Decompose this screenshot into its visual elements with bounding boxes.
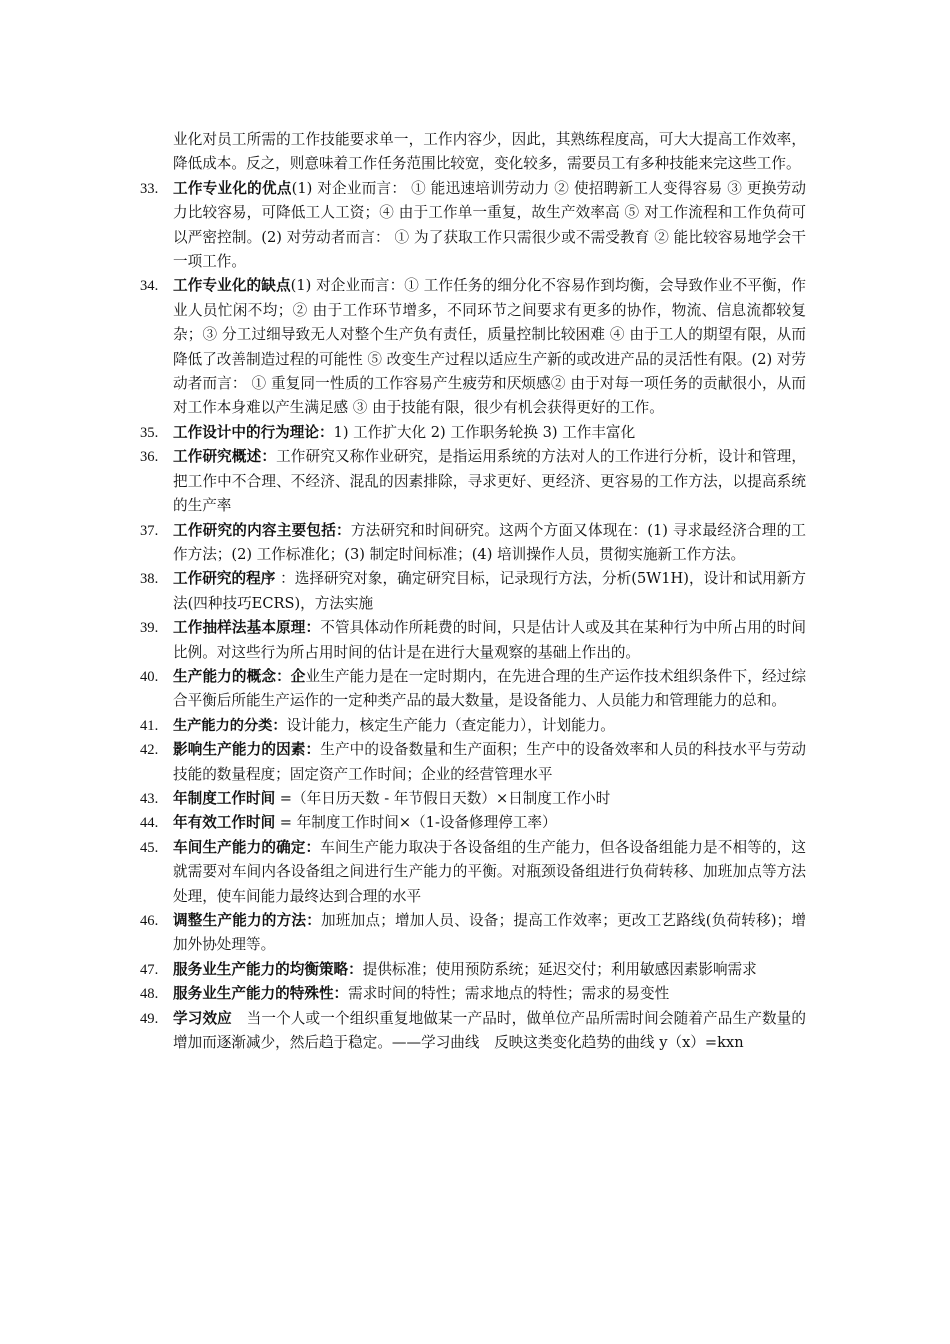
item-number: 42. [140,742,159,759]
item-number: 35. [140,424,159,441]
item-body: = 年制度工作时间×（1-设备修理停工率） [275,814,557,832]
item-number: 49. [140,1010,159,1027]
numbered-list [140,177,806,1056]
item-body: 不管具体动作所耗费的时间，只是估计人或及其在某种行为中所占用的时间比例。对这些行为所占用时间的估计是在进行大量观察的基础上作出的。 [173,619,806,661]
item-term: 影响生产能力的因素： [173,741,321,759]
list-item [140,738,806,787]
item-term: 工作抽样法基本原理： [173,619,321,637]
item-number: 41. [140,717,159,734]
list-item [140,958,806,982]
item-term: 年制度工作时间 [173,789,276,807]
item-term: 年有效工作时间 [173,814,276,832]
item-body: 业生产能力是在一定时期内，在先进合理的生产运作技术组织条件下，经过综合平衡后所能生产运作的一定种类产品的最大数量，是设备能力、人员能力和管理能力的总和。 [173,667,806,710]
item-number: 44. [140,815,159,832]
item-number: 47. [140,961,159,978]
item-number: 48. [140,986,159,1003]
item-term: 工作研究概述： [173,448,277,466]
document-body [140,128,806,1055]
item-number: 39. [140,620,159,637]
item-number: 38. [140,571,159,588]
list-item [140,909,806,958]
list-item [140,519,806,568]
list-item [140,567,806,616]
item-body: ：选择研究对象，确定研究目标，记录现行方法，分析(5W1H)，设计和试用新方法(四种技巧ECRS)，方法实施 [173,570,806,612]
item-number: 33. [140,180,159,197]
item-term: 服务业生产能力的均衡策略： [173,960,363,978]
item-term: 工作设计中的行为理论： [173,423,334,441]
item-term: 工作专业化的优点 [173,179,292,197]
item-body: (1) 对企业而言： ① 能迅速培训劳动力 ② 使招聘新工人变得容易 ③ 更换劳动力比较容易，可降低工人工资；④ 由于工作单一重复，故生产效率高 ⑤ 对工作流程和工作负荷可以严密控制。(2) 对劳动者而言： ① 为了获取工作只需很少或不需受教育 ② 能比较容易地学会干一项工作。 [173,179,806,271]
item-body: 生产中的设备数量和生产面积；生产中的设备效率和人员的科技水平与劳动技能的数量程度；固定资产工作时间；企业的经营管理水平 [173,741,806,783]
list-item [140,665,806,714]
item-body: (1) 对企业而言：① 工作任务的细分化不容易作到均衡，会导致作业不平衡，作业人员忙闲不均；② 由于工作环节增多，不同环节之间要求有更多的协作，物流、信息流都较复杂；③ 分工过细导致无人对整个生产负有责任，质量控制比较困难 ④ 由于工人的期望有限，从而降低了改善制造过程的可能性 ⑤ 改变生产过程以适应生产新的或改进产品的灵活性有限。(2) 对劳动者而言： ① 重复同一性质的工作容易产生疲劳和厌烦感② 由于对每一项任务的贡献很小，从而对工作本身难以产生满足感 ③ 由于技能有限，很少有机会获得更好的工作。 [173,277,806,417]
item-term: 调整生产能力的方法： [173,912,321,929]
item-number: 46. [140,913,159,929]
item-body: 1) 工作扩大化 2) 工作职务轮换 3) 工作丰富化 [333,423,636,441]
item-body: 设计能力，核定生产能力（查定能力），计划能力。 [286,716,615,734]
list-item [140,177,806,275]
item-number: 36. [140,449,159,466]
item-term: 服务业生产能力的特殊性： [173,985,349,1003]
item-number: 45. [140,839,159,856]
item-number: 37. [140,522,159,539]
item-body: 方法研究和时间研究。这两个方面又体现在：(1) 寻求最经济合理的工作方法；(2) 工作标准化；(3) 制定时间标准；(4) 培训操作人员，贯彻实施新工作方法。 [173,521,806,563]
list-item [140,445,806,518]
item-term: 工作研究的内容主要包括： [173,521,351,539]
continuation-paragraph: 业化对员工所需的工作技能要求单一，工作内容少，因此，其熟练程度高，可大大提高工作效率，降低成本。反之，则意味着工作任务范围比较宽，变化较多，需要员工有多种技能来完这些工作。 [173,131,806,173]
item-body: 加班加点；增加人员、设备；提高工作效率；更改工艺路线(负荷转移)；增加外协处理等。 [173,912,806,954]
item-number: 40. [140,668,159,685]
item-body: 当一个人或一个组织重复地做某一产品时，做单位产品所需时间会随着产品生产数量的增加而逐渐减少，然后趋于稳定。——学习曲线 反映这类变化趋势的曲线 y（x）=kxn [173,1009,806,1052]
list-item [140,714,806,738]
item-body: 需求时间的特性；需求地点的特性；需求的易变性 [348,985,670,1003]
item-term: 生产能力的概念：企 [173,667,306,685]
item-number: 34. [140,278,159,295]
item-number: 43. [140,790,159,807]
list-item [140,274,806,420]
item-body: =（年日历天数 - 年节假日天数）×日制度工作小时 [275,789,611,807]
list-item [140,787,806,811]
item-term: 生产能力的分类： [173,717,287,734]
item-term: 工作专业化的缺点 [173,277,291,295]
list-item [140,1007,806,1056]
item-term: 车间生产能力的确定： [173,838,321,856]
list-item [140,616,806,665]
item-body: 车间生产能力取决于各设备组的生产能力，但各设备组能力是不相等的，这就需要对车间内各设备组之间进行生产能力的平衡。对瓶颈设备组进行负荷转移、加班加点等方法处理，使车间能力最终达到合理的水平 [173,838,806,905]
list-item [140,836,806,909]
list-item [140,421,806,445]
list-item [140,982,806,1006]
item-body: 提供标准；使用预防系统；延迟交付；利用敏感因素影响需求 [362,960,757,978]
item-term: 学习效应 [173,1009,232,1027]
item-term: 工作研究的程序 [173,570,276,588]
list-item [140,811,806,835]
item-body: 工作研究又称作业研究，是指运用系统的方法对人的工作进行分析，设计和管理，把工作中不合理、不经济、混乱的因素排除，寻求更好、更经济、更容易的工作方法，以提高系统的生产率 [173,448,806,515]
